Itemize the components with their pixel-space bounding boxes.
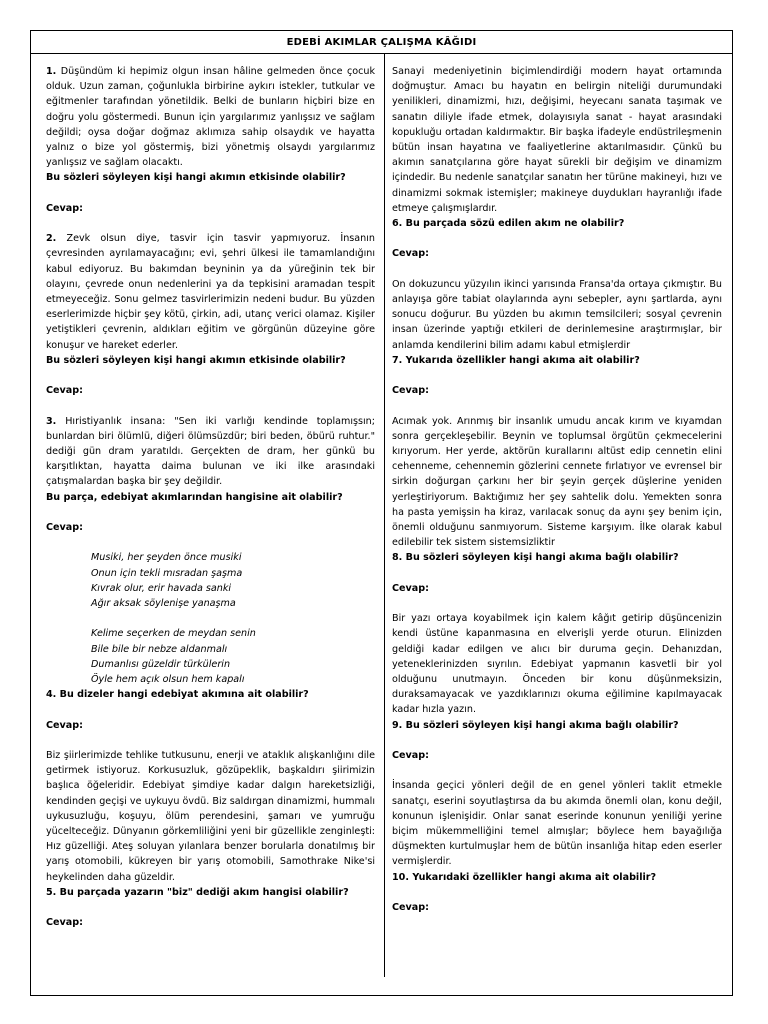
q7-question-text: Yukarıda özellikler hangi akıma ait olabilir?	[405, 354, 640, 366]
q1-text: Düşündüm ki hepimiz olgun insan hâline gelmeden önce çocuk olduk. Uzun zaman, çoğunlukla birbirine aykırı istekler, tutkular ve eğitmenler tarafından yönetildik. Belki de bunların hiçbiri bize en doğru yolu göstermedi. Bunun için yargılarımız yanlışsız ve sağlam değildi; oysa doğar doğmaz aklımıza sahip olsaydık ve hayatta yalnız o bize yol göstermiş, bizi yönetmiş olsaydı yargılarımız yanlışsız ve sağlam olacaktı.	[46, 66, 375, 169]
q3-question: Bu parça, edebiyat akımlarından hangisine ait olabilir?	[46, 491, 343, 503]
q6-question	[392, 216, 722, 231]
poem-line: Kelime seçerken de meydan senin	[91, 628, 256, 640]
poem-line: Kıvrak olur, erir havada sanki	[91, 582, 232, 594]
q8-passage: Acımak yok. Arınmış bir insanlık umudu ancak kırım ve kıyamdan sonra gerçekleşebilir. Beynin ve toplumsal örgütün çekmecelerini kırıyorum. Her yerde, aktörün kurallarını altüst edip cennetin elini cehenneme, cehennemin gözlerini cennete fırlatıyor ve evrensel bir sirkin doğurgan çarkını her bir şeyin gerçek düşlerine yeniden yerleştiriyorum. Baktığımız her şey sahtelik dolu. Yemekten sonra ha pasta yemişsin ha kiraz, varılacak sonuç da aynı şey benim için, önemli olduğunu sanmıyorum. Sisteme karşıyım. İlke olarak kabul edilebilir tek sistem sistemsizliktir	[392, 415, 722, 549]
q4-question	[46, 687, 375, 702]
q3-text: Hıristiyanlık insana: "Sen iki varlığı kendinde toplamışsın; bunlardan biri ölümlü, diğeri ölümsüzdür; biri beden, öbürü ruhtur." dediği gün dram yaratıldı. Gerçekten de dram, her günkü bu karşıtlıktan, hayatta daima bulunan ve iki ilke arasındaki çatışmalardan başka bir şey değildir.	[46, 415, 375, 488]
q10-answer-label: Cevap:	[392, 902, 429, 914]
q2-text: Zevk olsun diye, tasvir için tasvir yapmıyoruz. İnsanın çevresinden ayrılamayacağını; evi, şehri ülkesi ile tamamlandığını kabul ediyoruz. Bu bakımdan beyninin ya da yüreğinin tek bir olayını, çevrede onun nedenlerini ya da tepkisini aramadan tespit etmeyeceğiz. Sonu gelmez tasvirlerimizin nedeni budur. Bu yüzden eserlerimizde hiçbir şey kötü, çirkin, adi, utanç verici olamaz. Kişiler yetiştikleri çevrenin, aldıkları eğitim ve görgünün düzeyine göre konuşur ve hareket ederler.	[46, 233, 375, 351]
q10-question-text: Yukarıdaki özellikler hangi akıma ait olabilir?	[412, 871, 657, 883]
q1-number: 1.	[46, 66, 57, 77]
q3-answer-label: Cevap:	[46, 522, 83, 534]
q5-question-text: Bu parçada yazarın "biz" dediği akım hangisi olabilir?	[59, 886, 349, 898]
q2-number: 2.	[46, 233, 57, 245]
right-column	[392, 64, 722, 915]
poem-line: Musiki, her şeyden önce musiki	[91, 552, 242, 564]
q2-answer-label: Cevap:	[46, 385, 83, 397]
poem-line: Ağır aksak söylenişe yanaşma	[91, 598, 236, 610]
q9-number: 9.	[392, 719, 403, 731]
column-divider	[384, 54, 385, 977]
q6-passage: Sanayi medeniyetinin biçimlendirdiği modern hayat ortamında doğmuştur. Amacı bu hayatın en belirgin niteliği durumundaki yenilikleri, dinamizmi, hızı, değişimi, heyecanı sanata taşımak ve sanatın diliyle ifade etmek, dolayısıyla sanat - hayat arasındaki kopukluğu ortadan kaldırmaktır. Bir başka ifadeyle endüstrileşmenin bütün insan hayatına ve faaliyetlerine aktarılmasıdır. Çünkü bu akımın sanatçılarına göre hayat sürekli bir değişim ve dinamizm içindedir. Bu nedenle sanatçılar sanatın her türüne makineyi, hızı ve dinamizmi sokmak istemişler; makineye duydukları hayranlığı ifade etmeye çalışmışlardır.	[392, 66, 722, 214]
poem-line: Dumanlısı güzeldir türkülerin	[91, 658, 231, 670]
q9-question	[392, 718, 722, 733]
q7-passage: On dokuzuncu yüzyılın ikinci yarısında Fransa'da ortaya çıkmıştır. Bu anlayışa göre tabiat olaylarında aynı sebepler, aynı şartlarda, aynı sonucu doğurur. Bu yüzden bu akımın temsilcileri; sosyal çevrenin insan üzerinde yaptığı etkileri de derinlemesine araştırmışlar, bir anlamda kendilerini bilim adamı kabul etmişlerdir	[392, 278, 722, 351]
poem-line: Öyle hem açık olsun hem kapalı	[91, 674, 245, 686]
poem-line: Bile bile bir nebze aldanmalı	[91, 643, 228, 655]
q2-passage	[46, 231, 375, 353]
poem	[46, 550, 375, 687]
q10-question	[392, 870, 722, 885]
q10-number: 10.	[392, 871, 409, 883]
q8-number: 8.	[392, 552, 403, 564]
q5-answer-label: Cevap:	[46, 917, 83, 929]
q9-question-text: Bu sözleri söyleyen kişi hangi akıma bağlı olabilir?	[405, 719, 679, 731]
q8-answer-label: Cevap:	[392, 582, 429, 594]
worksheet	[30, 30, 733, 996]
q6-question-text: Bu parçada sözü edilen akım ne olabilir?	[405, 218, 625, 230]
q7-answer-label: Cevap:	[392, 385, 429, 397]
q5-passage: Biz şiirlerimizde tehlike tutkusunu, enerji ve ataklık alışkanlığını dile getirmek istiyoruz. Korkusuzluk, gözüpeklik, başkaldırı şiirimizin başlıca öğeleridir. Edebiyat şimdiye kadar dalgın hareketsizliği, kendinden geçişi ve uykuyu övdü. Biz saldırgan dinamizmi, hummalı uykusuzluğu, koşuyu, ölüm perendesini, şamarı ve yumruğu yücelteceğiz. Dünyanın görkemliliğini yeni bir güzellikle zenginleşti: Hız güzelliği. Ateş soluyan yılanlara benzer borularla donatılmış bir yarış otomobili, kükreyen bir yarış otomobili, Samothrake Nike'si heykelinden daha güzeldir.	[46, 750, 375, 883]
q8-question-text: Bu sözleri söyleyen kişi hangi akıma bağlı olabilir?	[405, 552, 679, 564]
worksheet-title: EDEBİ AKIMLAR ÇALIŞMA KÂĞIDI	[286, 37, 477, 48]
q4-answer-label: Cevap:	[46, 719, 83, 731]
q2-question: Bu sözleri söyleyen kişi hangi akımın etkisinde olabilir?	[46, 354, 346, 366]
q1-question: Bu sözleri söyleyen kişi hangi akımın etkisinde olabilir?	[46, 172, 346, 184]
q4-question-text: Bu dizeler hangi edebiyat akımına ait olabilir?	[59, 689, 309, 701]
q9-answer-label: Cevap:	[392, 750, 429, 762]
q5-number: 5.	[46, 886, 57, 898]
left-column	[46, 64, 375, 930]
q10-passage: İnsanda geçici yönleri değil de en genel yönleri taklit etmekle sanatçı, eserini soyutlaştırsa da bu akımda önemli olan, konu değil, konunun işlenişidir. Onlar sanat eserinde konunun yeniliği yerine biçim mükemmelliğini temel almışlar; böylece hem bayağılığa düşmekten kurtulmuşlar hem de bütün insanlığa hitap eden eserler vermişlerdir.	[392, 780, 722, 868]
poem-line: Onun için tekli mısradan şaşma	[91, 567, 243, 579]
q1-passage	[46, 64, 375, 170]
title-rule	[31, 53, 732, 54]
q5-question	[46, 885, 375, 900]
q8-question	[392, 550, 722, 565]
q7-number: 7.	[392, 354, 403, 366]
q6-answer-label: Cevap:	[392, 248, 429, 260]
q6-number: 6.	[392, 218, 403, 230]
q9-passage: Bir yazı ortaya koyabilmek için kalem kâğıt getirip düşüncenizin kendi üstüne kapanmasına en elverişli yerde oturun. Elinizden geldiği kadar edilgen ve alıcı bir duruma geçin. Dehanızdan, yeteneklerinizden sıyrılın. Edebiyat yapmanın kasvetli bir yol olduğunu unutmayın. Önceden bir konu düşünmeksizin, duraksamayacak ve yazdıklarınızı okuma eğilimine kapılmayacak kadar hızla yazın.	[392, 613, 722, 716]
q4-number: 4.	[46, 689, 57, 701]
q1-answer-label: Cevap:	[46, 202, 83, 214]
q7-question	[392, 353, 722, 368]
q3-passage	[46, 414, 375, 490]
q3-number: 3.	[46, 415, 57, 427]
